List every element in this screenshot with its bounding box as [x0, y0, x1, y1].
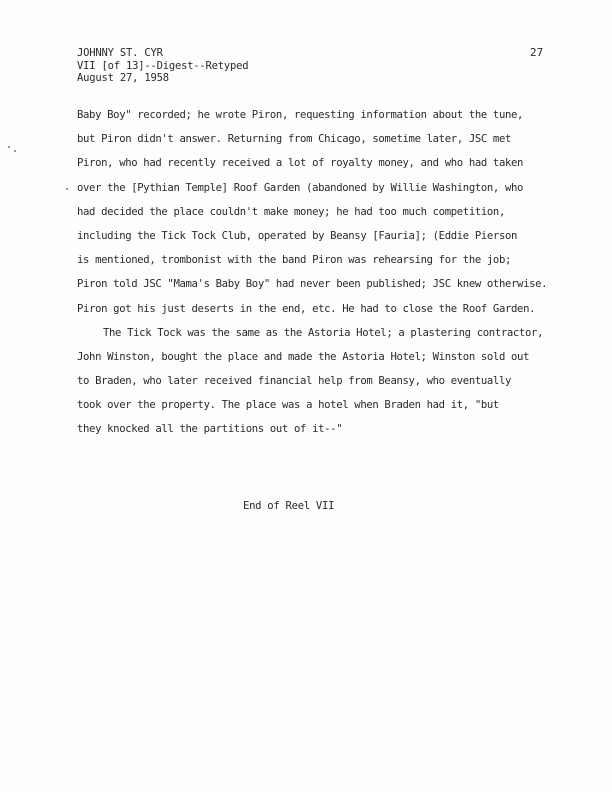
- text-line: to Braden, who later received financial help from Beansy, who eventually: [77, 375, 512, 388]
- text-line: Piron got his just deserts in the end, etc. He had to close the Roof Garden.: [77, 302, 536, 315]
- text-line: Piron told JSC "Mama's Baby Boy" had never been published; JSC knew otherwise.: [77, 278, 548, 291]
- text-line: The Tick Tock was the same as the Astoria Hotel; a plastering contractor,: [103, 326, 544, 339]
- reel-info: VII [of 13]--Digest--Retyped: [77, 59, 249, 72]
- transcript-body: [77, 103, 557, 442]
- text-line: had decided the place couldn't make money; he had too much competition,: [77, 205, 505, 218]
- text-line: but Piron didn't answer. Returning from Chicago, sometime later, JSC met: [77, 133, 512, 146]
- scan-speck: [8, 146, 10, 148]
- end-of-reel-note: End of Reel VII: [243, 500, 335, 512]
- scan-speck: [14, 150, 16, 152]
- interview-date: August 27, 1958: [77, 72, 169, 84]
- text-line: over the [Pythian Temple] Roof Garden (abandoned by Willie Washington, who: [77, 181, 524, 194]
- text-line: is mentioned, trombonist with the band Piron was rehearsing for the job;: [77, 254, 512, 267]
- interviewee-name: JOHNNY ST. CYR: [77, 47, 163, 59]
- text-line: including the Tick Tock Club, operated by Beansy [Fauria]; (Eddie Pierson: [77, 229, 518, 242]
- paragraph-2: [77, 321, 557, 442]
- text-line: Baby Boy" recorded; he wrote Piron, requesting information about the tune,: [77, 109, 524, 121]
- text-line: they knocked all the partitions out of it--": [77, 423, 343, 436]
- scan-speck: [66, 188, 68, 190]
- text-line: John Winston, bought the place and made the Astoria Hotel; Winston sold out: [77, 350, 530, 363]
- text-line: took over the property. The place was a hotel when Braden had it, "but: [77, 399, 499, 412]
- document-header: [77, 47, 248, 85]
- page-number: 27: [530, 46, 544, 59]
- paragraph-1: [77, 103, 557, 321]
- text-line: Piron, who had recently received a lot of royalty money, and who had taken: [77, 157, 524, 170]
